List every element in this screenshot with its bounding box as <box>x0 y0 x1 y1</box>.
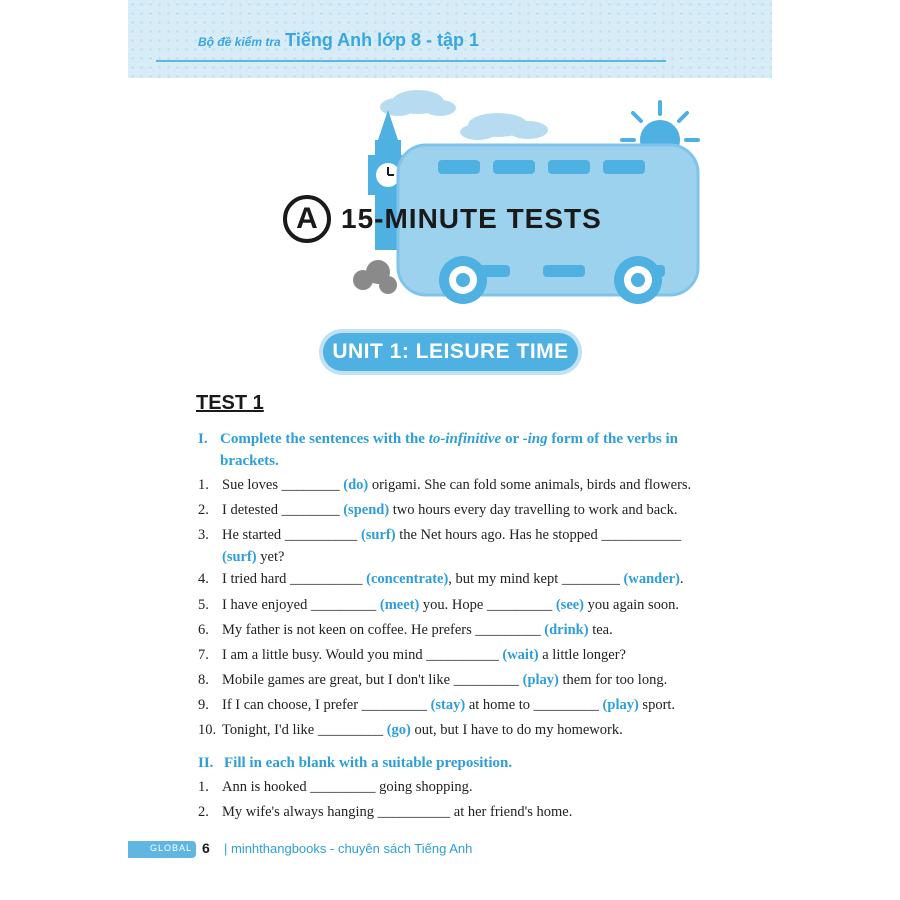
item-number: 2. <box>198 804 209 820</box>
item-text-part: My wife's always hanging __________ at her friend's home. <box>222 804 573 820</box>
unit-title: UNIT 1: LEISURE TIME <box>332 340 569 363</box>
item-number: 10. <box>198 722 217 738</box>
item-text <box>222 499 712 521</box>
verb-hint: (surf) <box>360 527 396 543</box>
verb-hint: (drink) <box>544 622 589 638</box>
verb-hint: (see) <box>555 597 585 613</box>
item-text-part: out, but I have to do my homework. <box>410 722 623 738</box>
item-number: 2. <box>198 502 209 518</box>
book-title <box>198 30 479 51</box>
section-2-number: II. <box>198 755 214 771</box>
item-text-part: you. Hope _________ <box>419 597 556 613</box>
item-number: 5. <box>198 597 209 613</box>
item-number: 9. <box>198 697 209 713</box>
section-2-text: Fill in each blank with a suitable preposition. <box>224 755 513 771</box>
item-number: 7. <box>198 647 209 663</box>
item-number: 6. <box>198 622 209 638</box>
verb-hint: (play) <box>602 697 639 713</box>
item-text-part: yet? <box>256 549 285 565</box>
item-text <box>222 524 712 568</box>
item-text-part: I tried hard __________ <box>222 571 367 587</box>
banner-title: 15-MINUTE TESTS <box>341 203 602 234</box>
cloud-icon <box>380 90 548 140</box>
item-text-part: My father is not keen on coffee. He prefers _________ <box>222 622 545 638</box>
item-text-part: them for too long. <box>558 672 668 688</box>
item-text-part: a little longer? <box>538 647 626 663</box>
item-text-part: tea. <box>588 622 613 638</box>
verb-hint: (surf) <box>222 549 257 565</box>
item-text-part: , but my mind kept ________ <box>448 571 624 587</box>
item-text <box>222 719 712 741</box>
book-title-small: Bộ đề kiểm tra <box>198 35 281 49</box>
item-number: 3. <box>198 527 209 543</box>
item-text <box>222 801 712 823</box>
item-text <box>222 776 712 798</box>
item-text-part: you again soon. <box>584 597 680 613</box>
book-title-big: Tiếng Anh lớp 8 - tập 1 <box>285 30 479 50</box>
item-text-part: If I can choose, I prefer _________ <box>222 697 431 713</box>
item-number: 1. <box>198 779 209 795</box>
section-1-text: Complete the sentences with the to-infinitive or -ing form of the verbs in brackets. <box>220 431 679 469</box>
page-number: 6 <box>202 840 210 856</box>
item-text-part: at home to _________ <box>465 697 603 713</box>
item-text <box>222 644 712 666</box>
item-text-part: I have enjoyed _________ <box>222 597 380 613</box>
verb-hint: (do) <box>343 477 369 493</box>
footer-tab <box>128 841 196 858</box>
item-text-part: two hours every day travelling to work and back. <box>389 502 678 518</box>
page <box>128 0 772 900</box>
item-number: 4. <box>198 571 209 587</box>
item-text <box>222 669 712 691</box>
item-text <box>222 474 712 496</box>
verb-hint: (play) <box>522 672 559 688</box>
verb-hint: (meet) <box>379 597 420 613</box>
item-text-part: Ann is hooked _________ going shopping. <box>222 779 473 795</box>
item-text <box>222 594 712 616</box>
item-number: 1. <box>198 477 209 493</box>
item-number: 8. <box>198 672 209 688</box>
verb-hint: (wander) <box>623 571 680 587</box>
item-text-part: origami. She can fold some animals, birds and flowers. <box>368 477 692 493</box>
item-text-part: Mobile games are great, but I don't like _________ <box>222 672 523 688</box>
header-divider <box>156 60 666 62</box>
item-text-part: He started __________ <box>222 527 361 543</box>
verb-hint: (stay) <box>430 697 466 713</box>
item-text <box>222 568 712 590</box>
verb-hint: (go) <box>386 722 411 738</box>
unit-title-pill <box>323 333 578 371</box>
smoke-icon <box>353 260 397 294</box>
item-text-part: I detested ________ <box>222 502 344 518</box>
item-text-part: Tonight, I'd like _________ <box>222 722 387 738</box>
item-text-part: Sue loves ________ <box>222 477 344 493</box>
section-letter-badge: A <box>283 195 331 243</box>
verb-hint: (wait) <box>502 647 539 663</box>
item-text-part: I am a little busy. Would you mind __________ <box>222 647 503 663</box>
footer-publisher: | minhthangbooks - chuyên sách Tiếng Anh <box>224 841 473 856</box>
item-text-part: . <box>679 571 684 587</box>
item-text-part: sport. <box>638 697 676 713</box>
test-title: TEST 1 <box>196 392 264 414</box>
section-1-number: I. <box>198 431 208 447</box>
verb-hint: (spend) <box>343 502 390 518</box>
item-text <box>222 619 712 641</box>
item-text-part: the Net hours ago. Has he stopped ___________ <box>395 527 682 543</box>
footer-tab-label: GLOBAL <box>150 843 193 853</box>
page-footer <box>128 840 588 860</box>
verb-hint: (concentrate) <box>366 571 449 587</box>
item-text <box>222 694 712 716</box>
